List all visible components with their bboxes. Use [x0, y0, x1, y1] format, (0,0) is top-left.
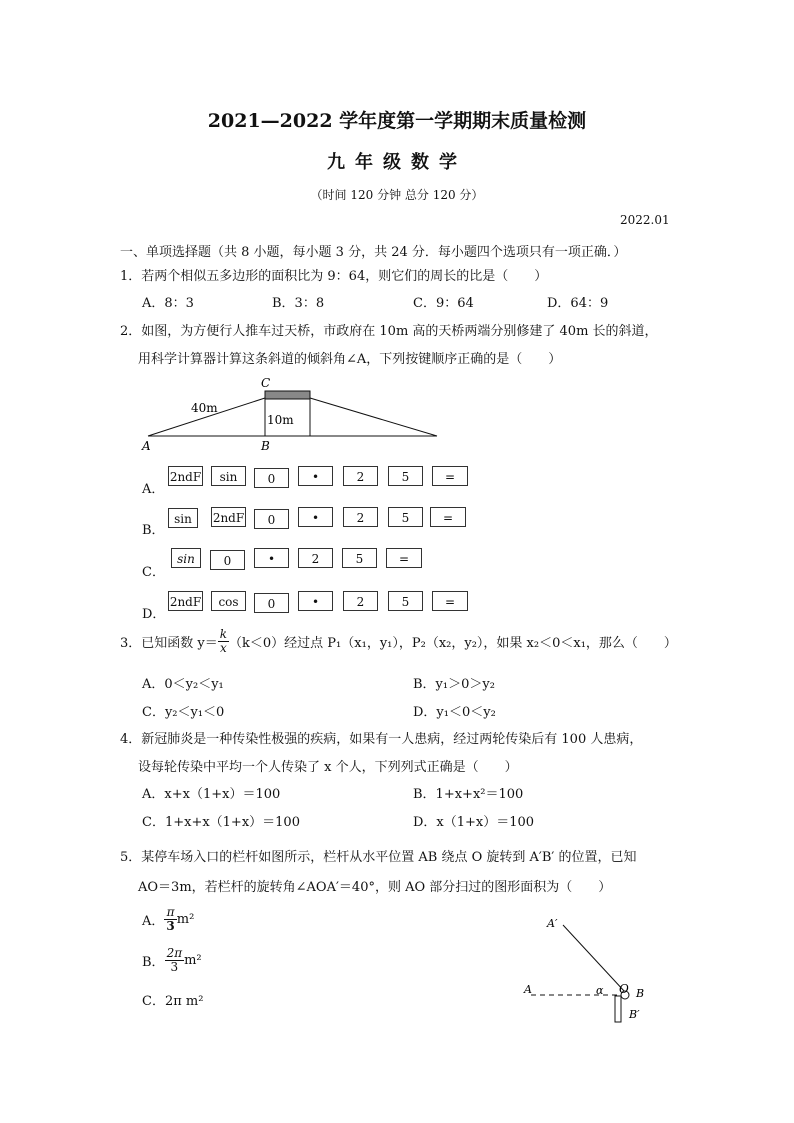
q3-fraction — [218, 628, 229, 655]
q5-option-a-label: A． — [142, 913, 165, 929]
label-b-prime: B′ — [629, 1008, 640, 1021]
q3-option-c: C．y₂＜y₁＜0 — [142, 705, 225, 720]
key-2ndf: 2ndF — [168, 591, 203, 611]
label-alpha: α — [596, 984, 604, 997]
q5-option-a-numerator: π — [164, 906, 176, 920]
q4-option-b: B．1+x+x²＝100 — [413, 787, 524, 802]
q3-option-d: D．y₁＜0＜y₂ — [413, 705, 496, 720]
question-3-stem — [120, 624, 677, 658]
q3-fraction-denominator: x — [220, 640, 227, 655]
key-equals: = — [432, 591, 468, 611]
question-4-line1: 4．新冠肺炎是一种传染性极强的疾病，如果有一人患病，经过两轮传染后有 100 人患病， — [120, 732, 643, 747]
q5-option-a-unit: m² — [176, 911, 195, 927]
key-5: 5 — [388, 466, 423, 486]
key-0: 0 — [254, 509, 289, 529]
key-equals: = — [386, 548, 422, 568]
q2-option-b-label: B． — [142, 523, 165, 538]
exam-date: 2022.01 — [620, 213, 670, 227]
key-0: 0 — [254, 593, 289, 613]
q2-option-c-label: C． — [142, 565, 165, 580]
label-40m: 40m — [191, 401, 218, 415]
question-2-line2: 用科学计算器计算这条斜道的倾斜角∠A，下列按键顺序正确的是（ ） — [138, 352, 562, 367]
q5-option-a — [142, 902, 194, 936]
bridge-deck — [265, 391, 310, 399]
key-0: 0 — [210, 550, 245, 570]
q1-option-b: B．3：8 — [272, 296, 325, 311]
q5-option-a-fraction — [164, 906, 176, 933]
q5-option-b-fraction — [165, 947, 185, 974]
post-base — [615, 996, 621, 1022]
rotated-bar — [563, 925, 625, 992]
key-5: 5 — [342, 548, 377, 568]
key-sin: sin — [168, 508, 198, 528]
section-heading: 一、单项选择题（共 8 小题，每小题 3 分，共 24 分．每小题四个选项只有一项正确．） — [120, 245, 627, 260]
key-dot: • — [298, 591, 333, 611]
label-a-prime: A′ — [547, 917, 558, 930]
q2-option-d-label: D． — [142, 607, 166, 622]
label-b: B — [261, 439, 270, 453]
q1-option-c: C．9：64 — [413, 296, 474, 311]
q5-option-b-denominator: 3 — [170, 959, 179, 974]
question-5-line2: AO＝3m，若栏杆的旋转角∠AOA′＝40°，则 AO 部分扫过的图形面积为（ ） — [138, 880, 612, 895]
barrier-figure — [515, 912, 665, 1027]
q5-option-b-label: B． — [142, 954, 165, 970]
key-5: 5 — [388, 591, 423, 611]
key-5: 5 — [388, 507, 423, 527]
key-sin: sin — [171, 548, 201, 568]
key-2ndf: 2ndF — [168, 466, 203, 486]
key-cos: cos — [211, 591, 246, 611]
q3-option-a: A．0＜y₂＜y₁ — [142, 677, 224, 692]
q5-option-a-denominator: 3 — [166, 918, 175, 933]
q3-stem-post: （k＜0）经过点 P₁（x₁，y₁），P₂（x₂，y₂），如果 x₂＜0＜x₁，那么（ ） — [229, 635, 677, 651]
key-0: 0 — [254, 468, 289, 488]
key-2ndf: 2ndF — [211, 507, 246, 527]
q1-option-a: A．8：3 — [142, 296, 194, 311]
q5-option-b-unit: m² — [184, 952, 202, 968]
question-2-line1: 2．如图，为方便行人推车过天桥，市政府在 10m 高的天桥两端分别修建了 40m 长的斜道， — [120, 324, 658, 339]
q4-option-a: A．x+x（1+x）＝100 — [142, 787, 281, 802]
page-title: 2021—2022 学年度第一学期期末质量检测 — [207, 110, 587, 132]
q3-stem-pre: 3．已知函数 y＝ — [120, 635, 218, 651]
key-dot: • — [298, 507, 333, 527]
key-dot: • — [298, 466, 333, 486]
q1-option-d: D．64：9 — [547, 296, 609, 311]
subject-title: 九年级数学 — [327, 152, 467, 173]
right-ramp — [310, 398, 437, 436]
key-sin: sin — [211, 466, 246, 486]
q5-option-b-numerator: 2π — [166, 945, 183, 960]
q5-option-b — [142, 943, 202, 977]
label-o: O — [619, 982, 629, 996]
label-c: C — [261, 376, 271, 390]
q3-fraction-numerator: k — [219, 626, 228, 641]
q5-option-c: C．2π m² — [142, 994, 204, 1009]
label-b: B — [636, 987, 645, 1000]
key-equals: = — [432, 466, 468, 486]
key-equals: = — [430, 507, 466, 527]
label-a: A — [142, 439, 151, 453]
q4-option-d: D．x（1+x）＝100 — [413, 815, 535, 830]
q3-option-b: B．y₁＞0＞y₂ — [413, 677, 495, 692]
label-10m: 10m — [267, 413, 294, 427]
label-a: A — [524, 983, 532, 996]
question-1-stem: 1．若两个相似五多边形的面积比为 9：64，则它们的周长的比是（ ） — [120, 269, 548, 284]
key-2: 2 — [298, 548, 333, 568]
time-note: （时间 120 分钟 总分 120 分） — [310, 188, 484, 202]
key-2: 2 — [343, 591, 378, 611]
q2-option-a-label: A． — [142, 482, 165, 497]
question-5-line1: 5．某停车场入口的栏杆如图所示，栏杆从水平位置 AB 绕点 O 旋转到 A′B′ 的位置，已知 — [120, 850, 637, 865]
key-2: 2 — [343, 507, 378, 527]
key-dot: • — [254, 548, 289, 568]
question-4-line2: 设每轮传染中平均一个人传染了 x 个人，下列列式正确是（ ） — [138, 760, 518, 775]
key-2: 2 — [343, 466, 378, 486]
bridge-figure — [140, 374, 445, 454]
q4-option-c: C．1+x+x（1+x）＝100 — [142, 815, 300, 830]
